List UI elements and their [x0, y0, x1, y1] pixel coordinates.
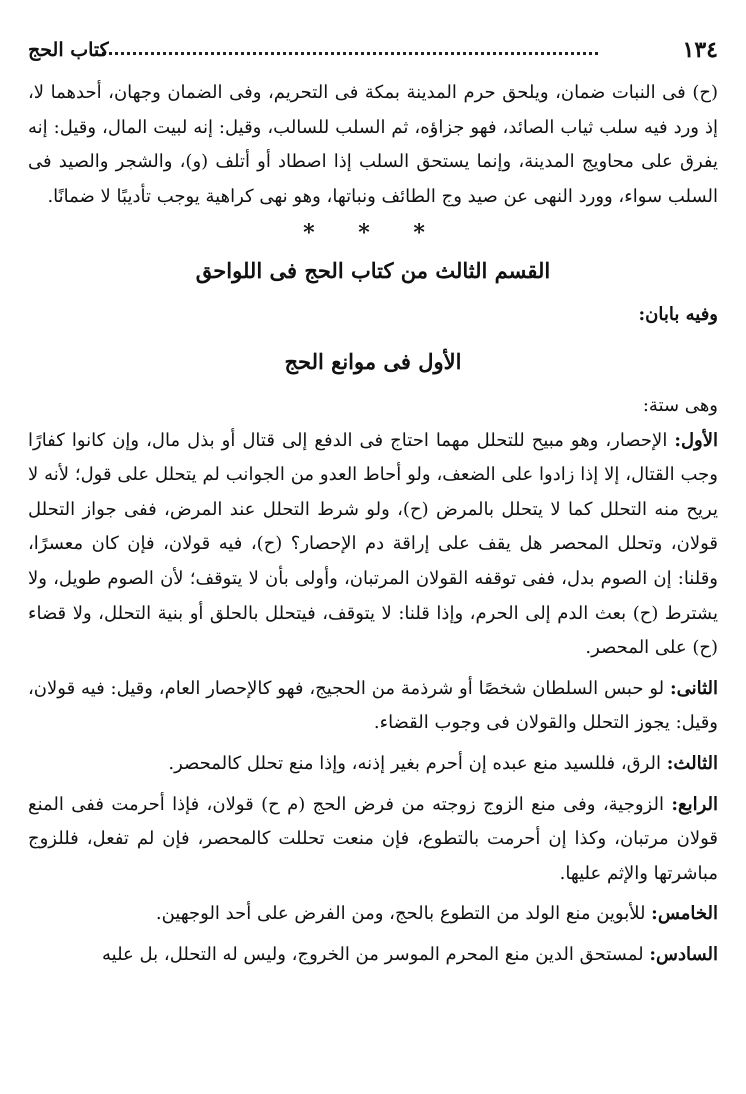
section-separator: * * * [303, 220, 443, 247]
item-text: للأبوين منع الولد من التطوع بالحج، ومن الفرض على أحد الوجهين. [155, 903, 652, 925]
item-lead: الخامس: [651, 903, 718, 925]
chapter-title: الأول فى موانع الحج [284, 348, 462, 374]
chapter-intro: وهى ستة: [642, 394, 718, 416]
opening-paragraph: (ح) فى النبات ضمان، ويلحق حرم المدينة بمكة فى التحريم، وفى الضمان وجهان، أحدهما لا، إذ ورد فيه سلب ثياب الصائد، فهو جزاؤه، ثم السلب للسالب، وقيل: إنه لبيت المال، وقيل: إنه يفرق على محاويج المدينة، وإنما يستحق السلب إذا اصطاد أو أتلف (و)، والشجر والصيد فى السلب سواء، وورد النهى عن صيد وج الطائف ونباتها، وهو نهى كراهية يوجب تأديبًا لا ضمانًا. [28, 82, 718, 207]
list-item [28, 897, 718, 932]
list-item [28, 424, 718, 666]
running-title: كتاب الحج [28, 39, 109, 61]
page-header [28, 30, 718, 70]
item-text: الرق، فللسيد منع عبده إن أحرم بغير إذنه، وإذا منع تحلل كالمحصر. [168, 752, 667, 774]
section-title: القسم الثالث من كتاب الحج فى اللواحق [195, 258, 551, 284]
item-lead: الرابع: [671, 793, 718, 815]
item-text: الإحصار، وهو مبيح للتحلل مهما احتاج فى الدفع إلى قتال أو بذل مال، وإن كانوا كفارًا وجب القتال، إلا إذا زادوا على الضعف، ولو أحاط العدو من الجوانب لم يتحلل على قول؛ لأنه لا يريح منه التحلل كما لا يتحلل بالمرض (ح)، ولو شرط التحلل عند المرض، ففى جواز التحلل قولان، وتحلل المحصر هل يقف على إراقة دم الإحصار؟ (ح)، فيه قولان، فإن كان معسرًا، وقلنا: إن الصوم بدل، ففى توقفه القولان المرتبان، وأولى بأن لا يتوقف؛ لأن الصوم طويل، ولا يشترط (ح) بعث الدم إلى الحرم، وإذا قلنا: لا يتوقف، فيتحلل بالحلق أو بنية التحلل، ولا قضاء (ح) على المحصر. [28, 429, 718, 659]
item-lead: الأول: [674, 429, 718, 451]
item-text: الزوجية، وفى منع الزوج زوجته من فرض الحج (م ح) قولان، فإذا أحرمت ففى المنع قولان مرتبان، وكذا إن أحرمت بالتطوع، فإن منعت تحللت كالمحصر، فإن لم تفعل، فللزوج مباشرتها والإثم عليها. [28, 793, 718, 884]
item-lead: الثالث: [666, 752, 718, 774]
item-text: لو حبس السلطان شخصًا أو شرذمة من الحجيج، فهو كالإحصار العام، وقيل: فيه قولان، وقيل: يجوز التحلل والقولان فى وجوب القضاء. [28, 677, 718, 734]
page-body [28, 76, 718, 978]
page-number: ١٣٤ [682, 37, 718, 63]
item-lead: الثانى: [669, 677, 718, 699]
list-item [28, 747, 718, 782]
item-text: لمستحق الدين منع المحرم الموسر من الخروج، وليس له التحلل، بل عليه [102, 943, 650, 965]
section-intro: وفيه بابان: [638, 304, 718, 326]
list-item [28, 938, 718, 973]
list-item [28, 788, 718, 892]
header-dotted-leader [102, 52, 598, 55]
item-lead: السادس: [649, 943, 718, 965]
list-item [28, 672, 718, 741]
